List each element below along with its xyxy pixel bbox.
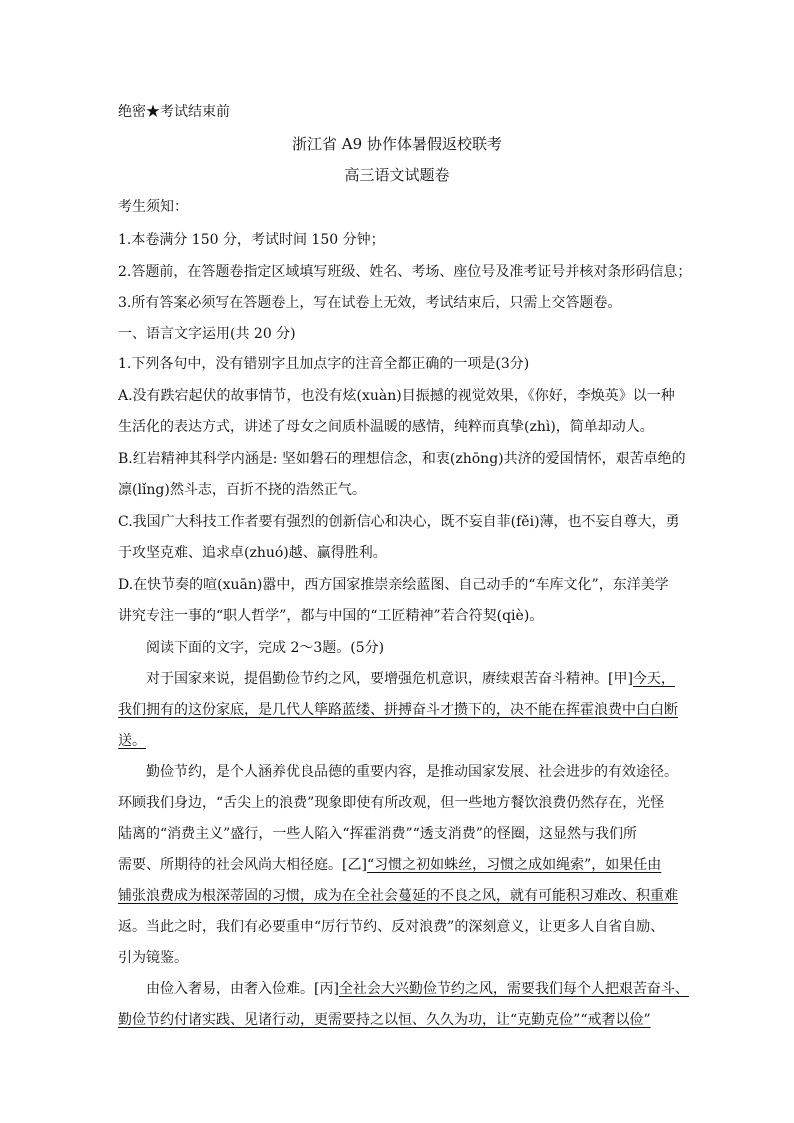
option-a-line2: 生活化的表达方式，讲述了母女之间质朴温暖的感情，纯粹而真挚(zhì)，简单却动人。 — [118, 419, 654, 435]
para2-line6: 返。当此之时，我们有必要重申“厉行节约、反对浪费”的深刻意义，让更多人自省自励、 — [118, 919, 665, 935]
option-c-line1: C.我国广大科技工作者要有强烈的创新信心和决心，既不妄自菲(fěi)薄，也不妄自尊大，勇 — [118, 514, 680, 530]
option-b-line1: B.红岩精神其科学内涵是: 坚如磐石的理想信念，和衷(zhōng)共济的爱国情怀，艰苦卓绝的 — [118, 451, 686, 467]
para1-line3: 送。 — [118, 733, 146, 749]
option-d-line1: D.在快节奏的喧(xuān)嚣中，西方国家推崇亲绘蓝图、自己动手的“车库文化”，东洋美学 — [118, 577, 669, 593]
para1-line2: 我们拥有的这份家底，是几代人筚路蓝缕、拼搏奋斗才攒下的，决不能在挥霍浪费中白白断 — [118, 702, 678, 718]
para2-line3: 陆离的“消费主义”盛行，一些人陷入“挥霍消费”“透支消费”的怪圈，这显然与我们所 — [118, 826, 637, 842]
option-d-line2: 讲究专注一事的“职人哲学”，都与中国的“工匠精神”若合符契(qiè)。 — [118, 608, 544, 624]
para3-line2: 勤俭节约付诸实践、见诸行动，更需要持之以恒、久久为功，让“克勤克俭”“戒奢以俭” — [118, 1012, 651, 1028]
para1-line1: 对于国家来说，提倡勤俭节约之风，要增强危机意识，赓续艰苦奋斗精神。[甲]今天， — [146, 671, 675, 687]
notice-item: 1.本卷满分 150 分，考试时间 150 分钟； — [118, 232, 385, 248]
para2-line5: 铺张浪费成为根深蒂固的习惯，成为在全社会蔓延的不良之风，就有可能积习难改、积重难 — [118, 888, 678, 904]
option-c-line2: 于攻坚克难、追求卓(zhuó)越、赢得胜利。 — [118, 545, 387, 561]
reading-intro: 阅读下面的文字，完成 2～3题。(5分) — [146, 640, 385, 656]
exam-subtitle: 高三语文试题卷 — [344, 166, 450, 184]
option-a-line1: A.没有跌宕起伏的故事情节，也没有炫(xuàn)目振撼的视觉效果，《你好，李焕英》以一种 — [118, 388, 675, 404]
para2-line1: 勤俭节约，是个人涵养优良品德的重要内容，是推动国家发展、社会进步的有效途径。 — [146, 764, 678, 780]
question-stem: 1.下列各句中，没有错别字且加点字的注音全都正确的一项是(3分) — [118, 356, 530, 372]
underlined-sentence-yi: “习惯之初如蛛丝，习惯之成如绳索”，如果任由 — [366, 857, 662, 873]
notice-item: 3.所有答案必须写在答题卷上，写在试卷上无效，考试结束后，只需上交答题卷。 — [118, 295, 622, 311]
notice-item: 2.答题前，在答题卷指定区域填写班级、姓名、考场、座位号及准考证号并核对条形码信息； — [118, 264, 692, 280]
para2-line4: 需要、所期待的社会风尚大相径庭。[乙]“习惯之初如蛛丝，习惯之成如绳索”，如果任由 — [118, 857, 662, 873]
para2-line2: 环顾我们身边，“舌尖上的浪费”现象即使有所改观，但一些地方餐饮浪费仍然存在，光怪 — [118, 795, 665, 811]
para2-line7: 引为镜鉴。 — [118, 950, 188, 966]
section-heading: 一、语言文字运用(共 20 分) — [118, 326, 296, 342]
option-b-line2: 凛(lǐng)然斗志，百折不挠的浩然正气。 — [118, 482, 366, 498]
exam-title: 浙江省 A9 协作体暑假返校联考 — [292, 135, 502, 153]
underlined-sentence-bing: 全社会大兴勤俭节约之风，需要我们每个人把艰苦奋斗、 — [338, 981, 689, 997]
para3-line1: 由俭入奢易，由奢入俭难。[丙]全社会大兴勤俭节约之风，需要我们每个人把艰苦奋斗、 — [146, 981, 689, 997]
notice-heading: 考生须知： — [118, 199, 188, 215]
secret-label: 绝密★考试结束前 — [118, 104, 230, 120]
underlined-sentence-jia: 今天， — [632, 671, 675, 687]
